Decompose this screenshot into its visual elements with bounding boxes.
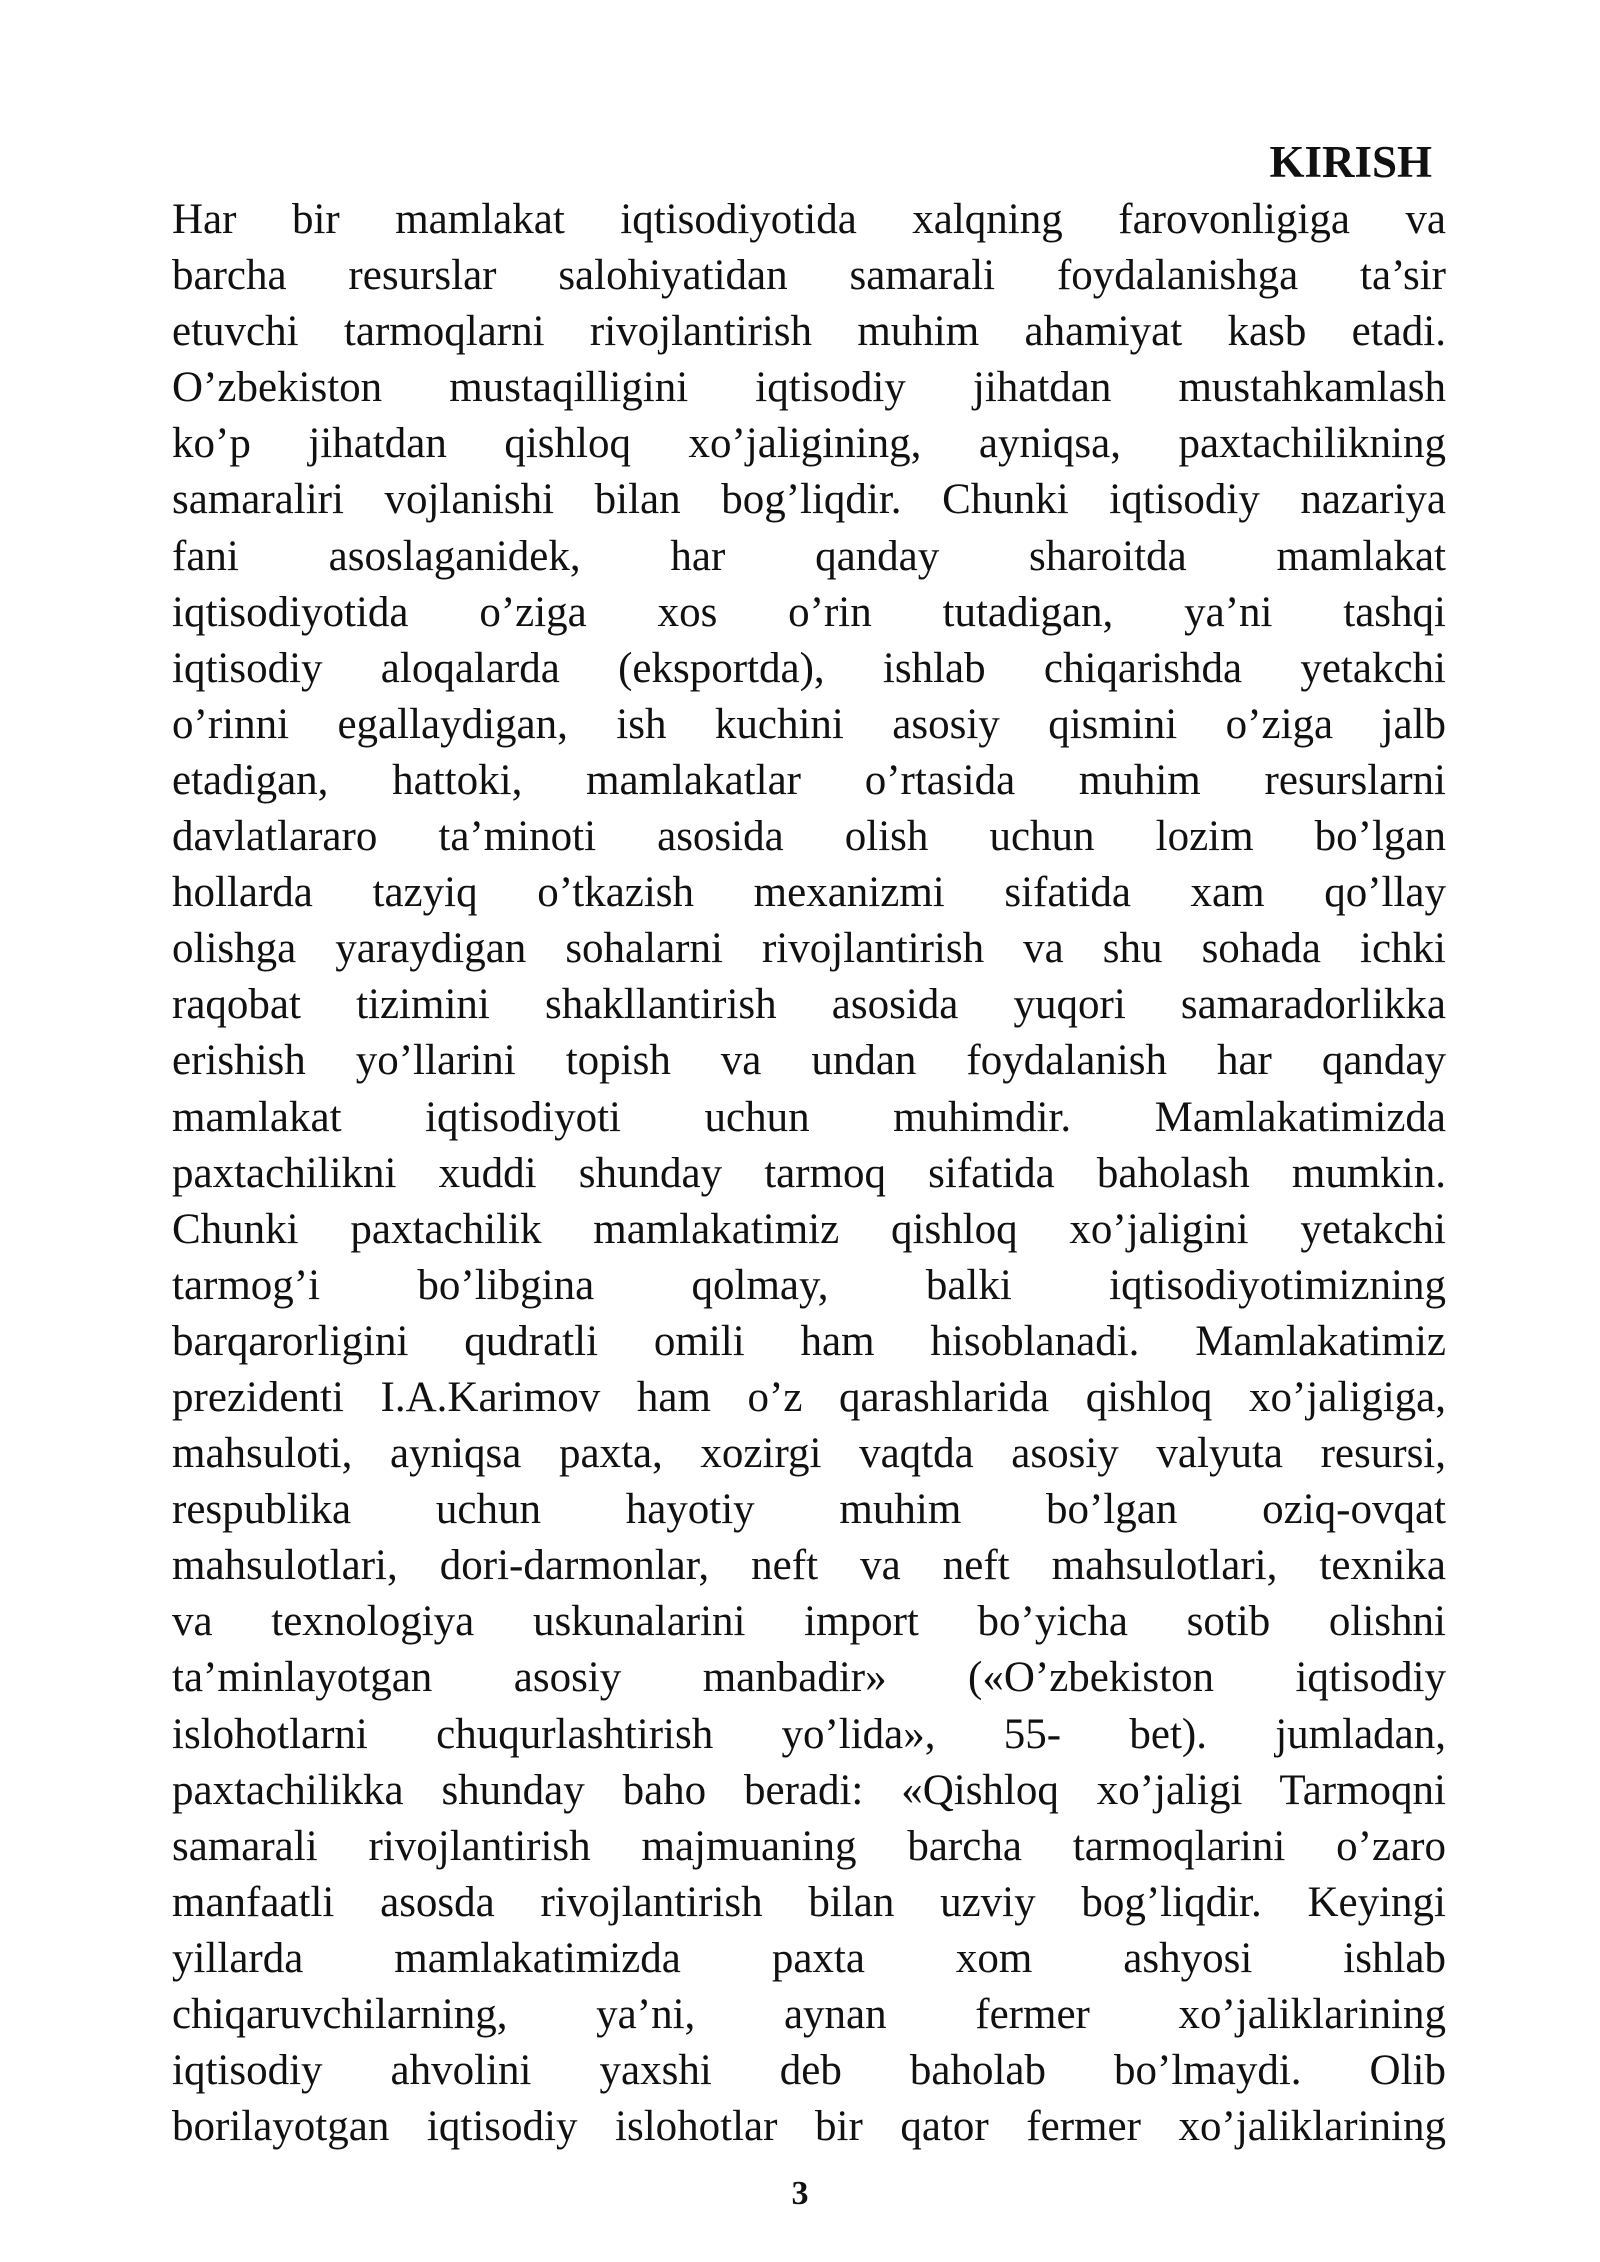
text-line-content: olishga yaraydigan sohalarni rivojlantirish va shu sohada ichki [172,925,1446,973]
text-line [172,1538,1446,1594]
page-number: 3 [791,2175,809,2212]
text-line [172,977,1446,1033]
text-line-content: mamlakat iqtisodiyoti uchun muhimdir. Mamlakatimizda [172,1093,1446,1141]
text-line [172,1594,1446,1650]
text-line-content: manfaatli asosda rivojlantirish bilan uzviy bog’liqdir. Keyingi [172,1878,1446,1926]
text-line-content: samarali rivojlantirish majmuaning barcha tarmoqlarini o’zaro [172,1822,1446,1870]
text-line-content: o’rinni egallaydigan, ish kuchini asosiy qismini o’ziga jalb [172,700,1446,748]
text-line-content: paxtachilikka shunday baho beradi: «Qishloq xo’jaligi Tarmoqni [172,1766,1446,1814]
text-line [172,1819,1446,1875]
text-line-content: fani asoslaganidek, har qanday sharoitda mamlakat [172,532,1446,580]
text-line [172,697,1446,753]
text-line [172,360,1446,416]
text-line-content: Har bir mamlakat iqtisodiyotida xalqning farovonligiga va [172,196,1446,243]
text-line [172,1650,1446,1706]
text-line [172,1931,1446,1987]
text-line [172,1707,1446,1763]
text-line [172,1370,1446,1426]
text-line-content: va texnologiya uskunalarini import bo’yicha sotib olishni [172,1598,1446,1646]
text-line-content: tarmog’i bo’libgina qolmay, balki iqtisodiyotimizning [172,1261,1446,1309]
text-line-content: samaraliri vojlanishi bilan bog’liqdir. Chunki iqtisodiy nazariya [172,476,1446,524]
text-line-content: Chunki paxtachilik mamlakatimiz qishloq xo’jaligini yetakchi [172,1205,1446,1253]
text-line [172,1426,1446,1482]
text-line [172,1033,1446,1089]
text-line [172,248,1446,304]
section-heading: KIRISH [1269,137,1432,187]
text-line-content: raqobat tizimini shakllantirish asosida yuqori samaradorlikka [172,981,1446,1029]
text-line [172,1763,1446,1819]
text-line-content: prezidenti I.A.Karimov ham o’z qarashlarida qishloq xo’jaligiga, [172,1373,1446,1421]
text-line [172,1314,1446,1370]
text-line-content: islohotlarni chuqurlashtirish yo’lida», 55- bet). jumladan, [172,1710,1446,1758]
text-line-content: etuvchi tarmoqlarni rivojlantirish muhim ahamiyat kasb etadi. [172,308,1446,356]
text-line [172,529,1446,585]
text-line-content: chiqaruvchilarning, ya’ni, aynan fermer xo’jaliklarining [172,1991,1446,2038]
text-line [172,585,1446,641]
text-line-content: erishish yo’llarini topish va undan foydalanish har qanday [172,1037,1446,1085]
text-line [172,1875,1446,1931]
text-line [172,1482,1446,1538]
text-line-content: etadigan, hattoki, mamlakatlar o’rtasida muhim resurslarni [172,756,1446,804]
text-line [172,1090,1446,1146]
text-line-content: iqtisodiyotida o’ziga xos o’rin tutadigan, ya’ni tashqi [172,588,1446,636]
text-line [172,809,1446,865]
text-line [172,2099,1446,2155]
text-line [172,1146,1446,1202]
text-line-content: hollarda tazyiq o’tkazish mexanizmi sifatida xam qo’llay [172,869,1446,917]
text-line-content: barqarorligini qudratli omili ham hisoblanadi. Mamlakatimiz [172,1317,1446,1365]
text-line [172,192,1446,248]
text-line-content: mahsulotlari, dori-darmonlar, neft va neft mahsulotlari, texnika [172,1542,1446,1590]
text-line [172,2043,1446,2099]
text-line-content: iqtisodiy ahvolini yaxshi deb baholab bo’lmaydi. Olib [172,2047,1446,2095]
text-line [172,304,1446,360]
text-line-content: borilayotgan iqtisodiy islohotlar bir qator fermer xo’jaliklarining [172,2103,1446,2151]
text-line [172,1202,1446,1258]
text-line [172,921,1446,977]
text-line [172,865,1446,921]
text-line-content: ta’minlayotgan asosiy manbadir» («O’zbekiston iqtisodiy [172,1654,1446,1702]
text-line [172,753,1446,809]
text-line-content: mahsuloti, ayniqsa paxta, xozirgi vaqtda asosiy valyuta resursi, [172,1430,1446,1478]
text-line [172,472,1446,528]
text-line-content: ko’p jihatdan qishloq xo’jaligining, ayniqsa, paxtachilikning [172,420,1446,468]
text-line-content: davlatlararo ta’minoti asosida olish uchun lozim bo’lgan [172,813,1446,861]
text-line-content: yillarda mamlakatimizda paxta xom ashyosi ishlab [172,1934,1446,1982]
text-line-content: paxtachilikni xuddi shunday tarmoq sifatida baholash mumkin. [172,1149,1446,1197]
text-line [172,1987,1446,2043]
text-line [172,416,1446,472]
text-line [172,1258,1446,1314]
text-line-content: barcha resurslar salohiyatidan samarali foydalanishga ta’sir [172,252,1446,300]
text-line-content: respublika uchun hayotiy muhim bo’lgan oziq-ovqat [172,1486,1446,1534]
body-paragraph [172,192,1446,2155]
text-line-content: O’zbekiston mustaqilligini iqtisodiy jihatdan mustahkamlash [172,364,1446,412]
text-line-content: iqtisodiy aloqalarda (eksportda), ishlab chiqarishda yetakchi [172,644,1446,692]
text-line [172,641,1446,697]
